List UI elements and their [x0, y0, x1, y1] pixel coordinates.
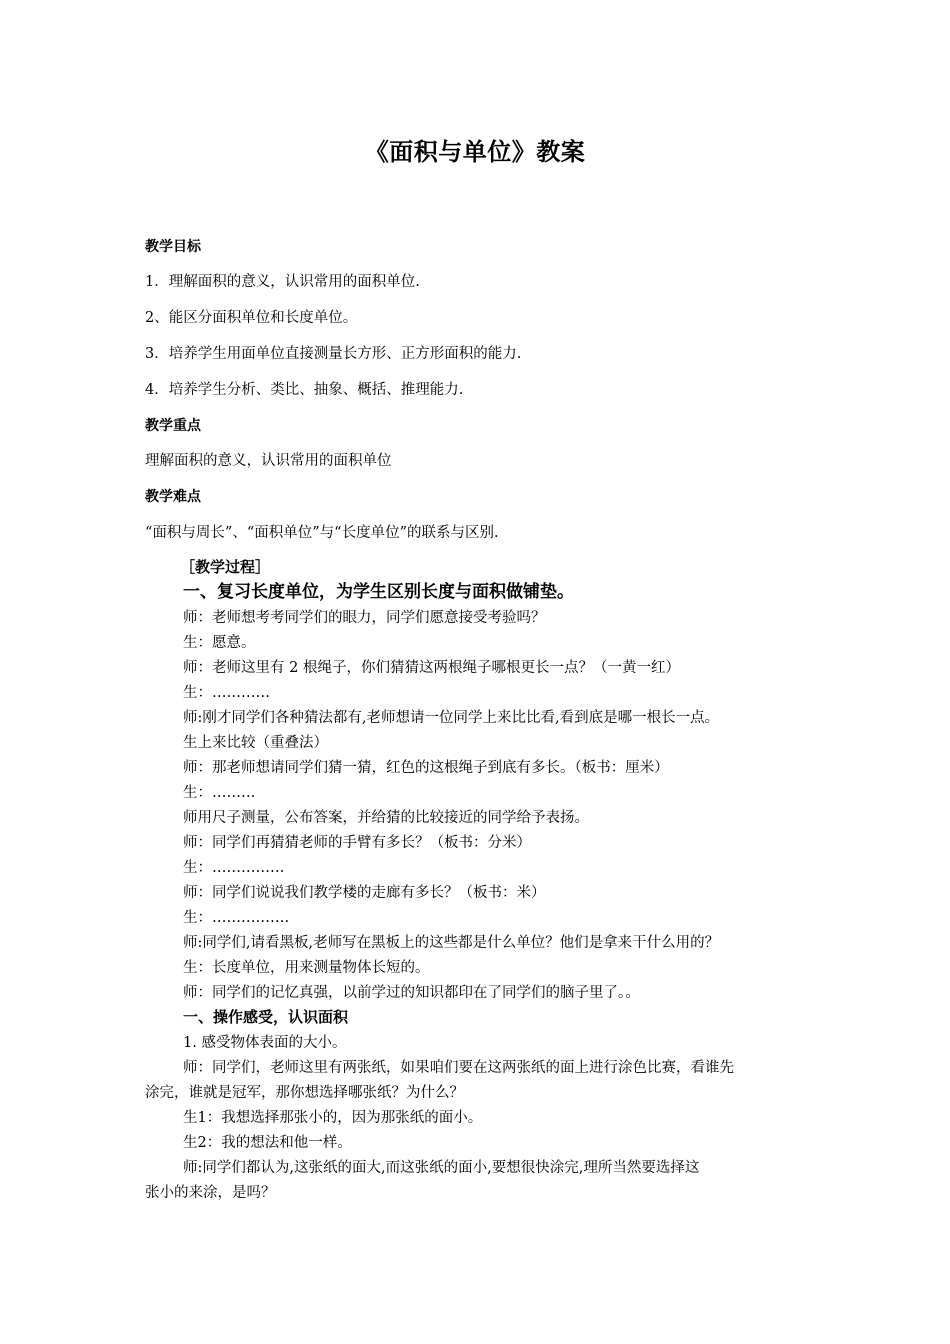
section-1-title: 一、复习长度单位，为学生区别长度与面积做铺垫。 — [183, 582, 574, 602]
dialogue-line: 师：同学们再猜猜老师的手臂有多长？（板书：分米） — [183, 835, 531, 851]
difficulty-text: “面积与周长”、“面积单位”与“长度单位”的联系与区别. — [145, 525, 499, 541]
dialogue-line: 1. 感受物体表面的大小。 — [183, 1035, 347, 1051]
dialogue-line: 生：……………. — [183, 910, 290, 926]
dialogue-line: 师用尺子测量，公布答案，并给猜的比较接近的同学给予表扬。 — [183, 810, 589, 826]
dialogue-line: 生2：我的想法和他一样。 — [183, 1135, 352, 1151]
dialogue-line: 师:同学们都认为,这张纸的面大,而这张纸的面小,要想很快涂完,理所当然要选择这 — [183, 1160, 700, 1176]
dialogue-line: 生：……… — [183, 785, 256, 801]
dialogue-line: 师：同学们的记忆真强，以前学过的知识都印在了同学们的脑子里了。。 — [183, 985, 640, 1001]
dialogue-line: 师：同学们，老师这里有两张纸，如果咱们要在这两张纸的面上进行涂色比赛，看谁先 — [183, 1060, 734, 1076]
goal-item: 3．培养学生用面单位直接测量长方形、正方形面积的能力. — [145, 346, 522, 362]
goal-item: 2、能区分面积单位和长度单位。 — [145, 310, 358, 326]
dialogue-line: 生：………… — [183, 685, 270, 701]
key-point-heading: 教学重点 — [145, 418, 201, 434]
document-title: 《面积与单位》教案 — [364, 138, 586, 166]
dialogue-line: 涂完，谁就是冠军，那你想选择哪张纸？为什么？ — [145, 1085, 464, 1101]
section-2-title: 一、操作感受，认识面积 — [183, 1008, 349, 1026]
dialogue-line: 师：那老师想请同学们猜一猜，红色的这根绳子到底有多长。（板书：厘米） — [183, 760, 669, 776]
dialogue-line: 生1：我想选择那张小的，因为那张纸的面小。 — [183, 1110, 483, 1126]
dialogue-line: 生：…………… — [183, 860, 285, 876]
dialogue-line: 生上来比较（重叠法） — [183, 735, 328, 751]
dialogue-line: 师：老师这里有 2 根绳子，你们猜猜这两根绳子哪根更长一点？（一黄一红） — [183, 660, 680, 676]
goal-item: 4．培养学生分析、类比、抽象、概括、推理能力. — [145, 382, 464, 398]
goal-item: 1．理解面积的意义，认识常用的面积单位. — [145, 274, 420, 290]
dialogue-line: 师：老师想考考同学们的眼力，同学们愿意接受考验吗？ — [183, 610, 546, 626]
dialogue-line: 生：愿意。 — [183, 635, 256, 651]
difficulty-heading: 教学难点 — [145, 489, 201, 505]
dialogue-line: 师：同学们说说我们教学楼的走廊有多长？（板书：米） — [183, 885, 546, 901]
process-heading: ［教学过程］ — [180, 558, 271, 576]
dialogue-line: 生：长度单位，用来测量物体长短的。 — [183, 960, 430, 976]
goals-heading: 教学目标 — [145, 239, 201, 255]
dialogue-line: 师:同学们,请看黑板,老师写在黑板上的这些都是什么单位？他们是拿来干什么用的？ — [183, 935, 720, 951]
dialogue-line: 张小的来涂，是吗？ — [145, 1185, 276, 1201]
key-point-text: 理解面积的意义，认识常用的面积单位 — [145, 453, 392, 469]
dialogue-line: 师:刚才同学们各种猜法都有,老师想请一位同学上来比比看,看到底是哪一根长一点。 — [183, 710, 720, 726]
